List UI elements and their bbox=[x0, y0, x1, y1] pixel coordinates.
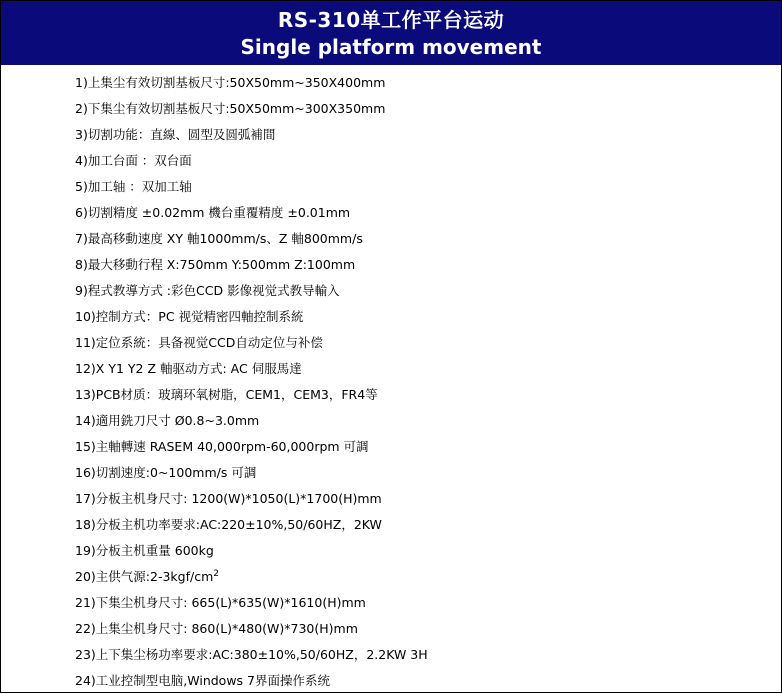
superscript: 2 bbox=[213, 568, 219, 579]
spec-item: 1)上集尘有效切割基板尺寸:50X50mm~350X400mm bbox=[75, 75, 386, 90]
title-english: Single platform movement bbox=[240, 35, 542, 59]
spec-item: 16)切割速度:0~100mm/s 可調 bbox=[75, 465, 257, 480]
spec-item: 11)定位系統：具备视觉CCD自动定位与补偿 bbox=[75, 335, 323, 350]
spec-item: 23)上下集尘杨功率要求:AC:380±10%,50/60HZ，2.2KW 3H bbox=[75, 647, 428, 662]
spec-item: 24)工业控制型电脑,Windows 7界面操作系统 bbox=[75, 673, 330, 688]
spec-item: 10)控制方式：PC 视觉精密四軸控制系統 bbox=[75, 309, 304, 324]
spec-item: 18)分板主机功率要求:AC:220±10%,50/60HZ，2KW bbox=[75, 517, 382, 532]
spec-item: 4)加工台面 ：双台面 bbox=[75, 153, 192, 168]
header-banner bbox=[1, 1, 781, 65]
spec-item: 22)上集尘机身尺寸: 860(L)*480(W)*730(H)mm bbox=[75, 621, 358, 636]
spec-item: 9)程式教導方式 :彩色CCD 影像视觉式教导輸入 bbox=[75, 283, 340, 298]
spec-item: 8)最大移動行程 X:750mm Y:500mm Z:100mm bbox=[75, 257, 356, 272]
spec-item: 2)下集尘有效切割基板尺寸:50X50mm~300X350mm bbox=[75, 101, 386, 116]
spec-item: 21)下集尘机身尺寸: 665(L)*635(W)*1610(H)mm bbox=[75, 595, 366, 610]
spec-item: 15)主軸轉速 RASEM 40,000rpm-60,000rpm 可調 bbox=[75, 439, 369, 454]
spec-item-air-supply bbox=[75, 564, 428, 590]
title-chinese: RS-310单工作平台运动 bbox=[277, 8, 505, 32]
spec-item: 19)分板主机重量 600kg bbox=[75, 543, 214, 558]
spec-item: 7)最高移動速度 XY 軸1000mm/s、Z 軸800mm/s bbox=[75, 231, 363, 246]
spec-item: 3)切割功能：直線、圆型及圆弧補間 bbox=[75, 127, 276, 142]
spec-item: 17)分板主机身尺寸: 1200(W)*1050(L)*1700(H)mm bbox=[75, 491, 382, 506]
spec-item: 13)PCB材质：玻璃环氧树脂，CEM1，CEM3，FR4等 bbox=[75, 387, 378, 402]
spec-item: 6)切割精度 ±0.02mm 機台重覆精度 ±0.01mm bbox=[75, 205, 351, 220]
spec-item-text: 20)主供气源:2-3kgf/cm bbox=[75, 569, 214, 584]
spec-list bbox=[75, 70, 428, 694]
spec-item: 12)X Y1 Y2 Z 軸驱动方式: AC 伺服馬達 bbox=[75, 361, 302, 376]
spec-item: 14)適用銑刀尺寸 Ø0.8~3.0mm bbox=[75, 413, 260, 428]
spec-item: 5)加工轴 ：双加工轴 bbox=[75, 179, 192, 194]
